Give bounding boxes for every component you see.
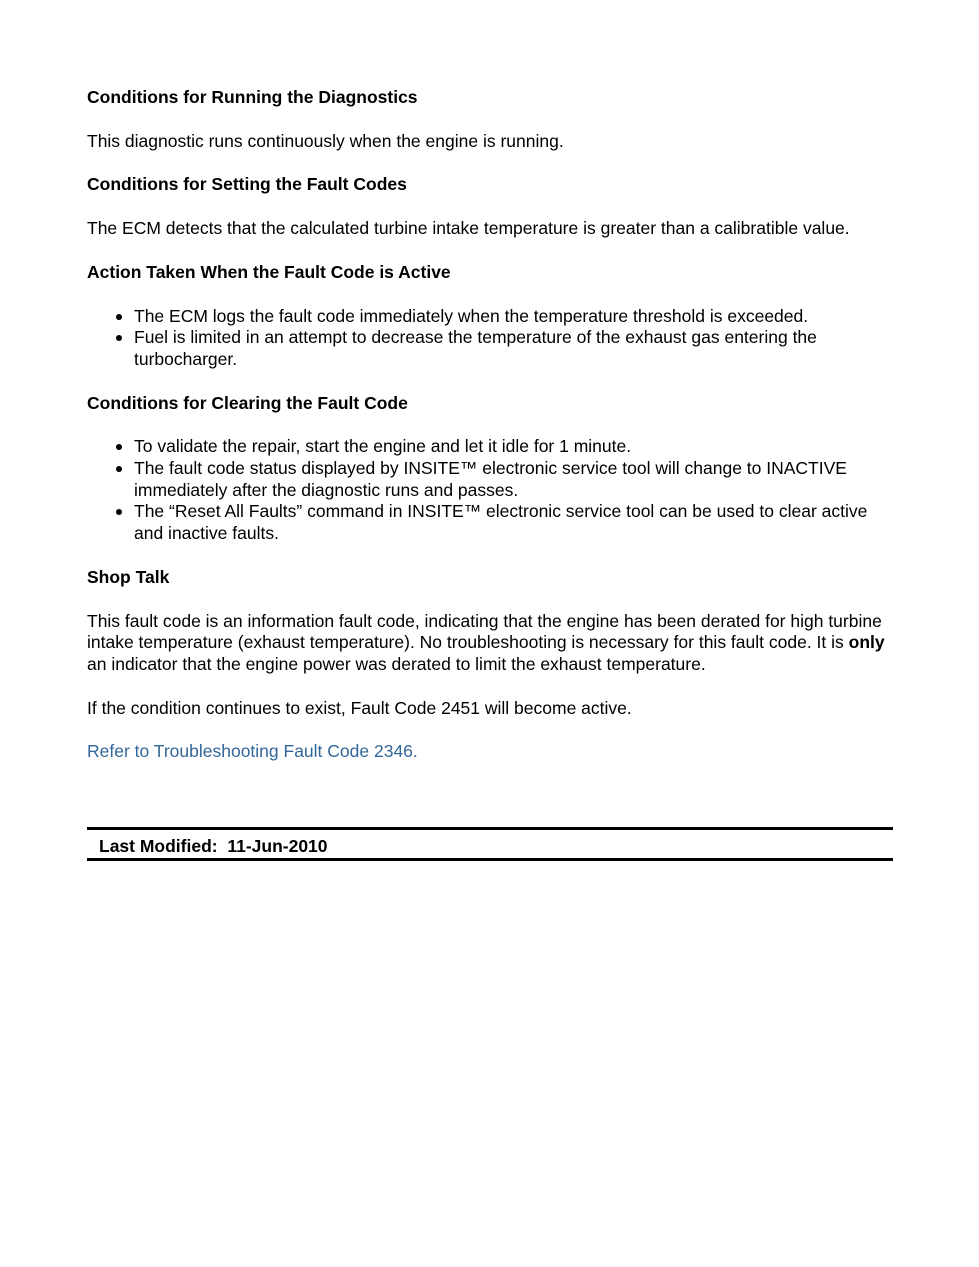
list-item-text: To validate the repair, start the engine and let it idle for 1 minute. bbox=[134, 436, 632, 457]
paragraph-shop-talk bbox=[87, 611, 893, 676]
list-item bbox=[87, 327, 893, 370]
shop-talk-text-end: an indicator that the engine power was derated to limit the exhaust temperature. bbox=[87, 653, 706, 674]
heading-shop-talk: Shop Talk bbox=[87, 566, 170, 587]
heading-setting-fault-codes: Conditions for Setting the Fault Codes bbox=[87, 174, 407, 195]
bullet-icon bbox=[116, 314, 122, 320]
list-item-text: Fuel is limited in an attempt to decrease the temperature of the exhaust gas entering the turbocharger. bbox=[134, 327, 817, 369]
list-item-text: The ECM logs the fault code immediately when the temperature threshold is exceeded. bbox=[134, 305, 809, 326]
last-modified-text: Last Modified: 11-Jun-2010 bbox=[99, 836, 328, 856]
clearing-fault-list bbox=[87, 436, 893, 545]
list-item bbox=[87, 436, 893, 458]
bullet-icon bbox=[116, 466, 122, 472]
paragraph-setting-fault-codes: The ECM detects that the calculated turbine intake temperature is greater than a calibratible value. bbox=[87, 218, 850, 239]
list-item-text: The “Reset All Faults” command in INSITE™ electronic service tool can be used to clear active and inactive faults. bbox=[134, 501, 868, 544]
shop-talk-emphasis: only bbox=[848, 632, 885, 653]
list-item-text: The fault code status displayed by INSITE™ electronic service tool will change to INACTIVE immediately after the diagnostic runs and passes. bbox=[134, 458, 847, 500]
reference-paragraph bbox=[87, 741, 893, 763]
heading-action-taken: Action Taken When the Fault Code is Active bbox=[87, 261, 451, 282]
bullet-icon bbox=[116, 335, 122, 341]
action-taken-list bbox=[87, 306, 893, 371]
heading-clearing-fault-code: Conditions for Clearing the Fault Code bbox=[87, 392, 408, 413]
troubleshooting-link[interactable]: Refer to Troubleshooting Fault Code 2346. bbox=[87, 741, 418, 762]
paragraph-condition-continues: If the condition continues to exist, Fault Code 2451 will become active. bbox=[87, 697, 632, 718]
bullet-icon bbox=[116, 444, 122, 450]
heading-running-diagnostics: Conditions for Running the Diagnostics bbox=[87, 87, 418, 107]
bullet-icon bbox=[116, 509, 122, 515]
document-body bbox=[87, 87, 893, 785]
shop-talk-text-start: This fault code is an information fault code, indicating that the engine has been derated for high turbine intake temperature (exhaust temperature). No troubleshooting is necessary for this fault code. It is bbox=[87, 610, 882, 653]
list-item bbox=[87, 306, 893, 328]
last-modified-bar bbox=[87, 827, 893, 861]
list-item bbox=[87, 458, 893, 501]
list-item bbox=[87, 501, 893, 544]
paragraph-running-diagnostics: This diagnostic runs continuously when the engine is running. bbox=[87, 130, 564, 151]
